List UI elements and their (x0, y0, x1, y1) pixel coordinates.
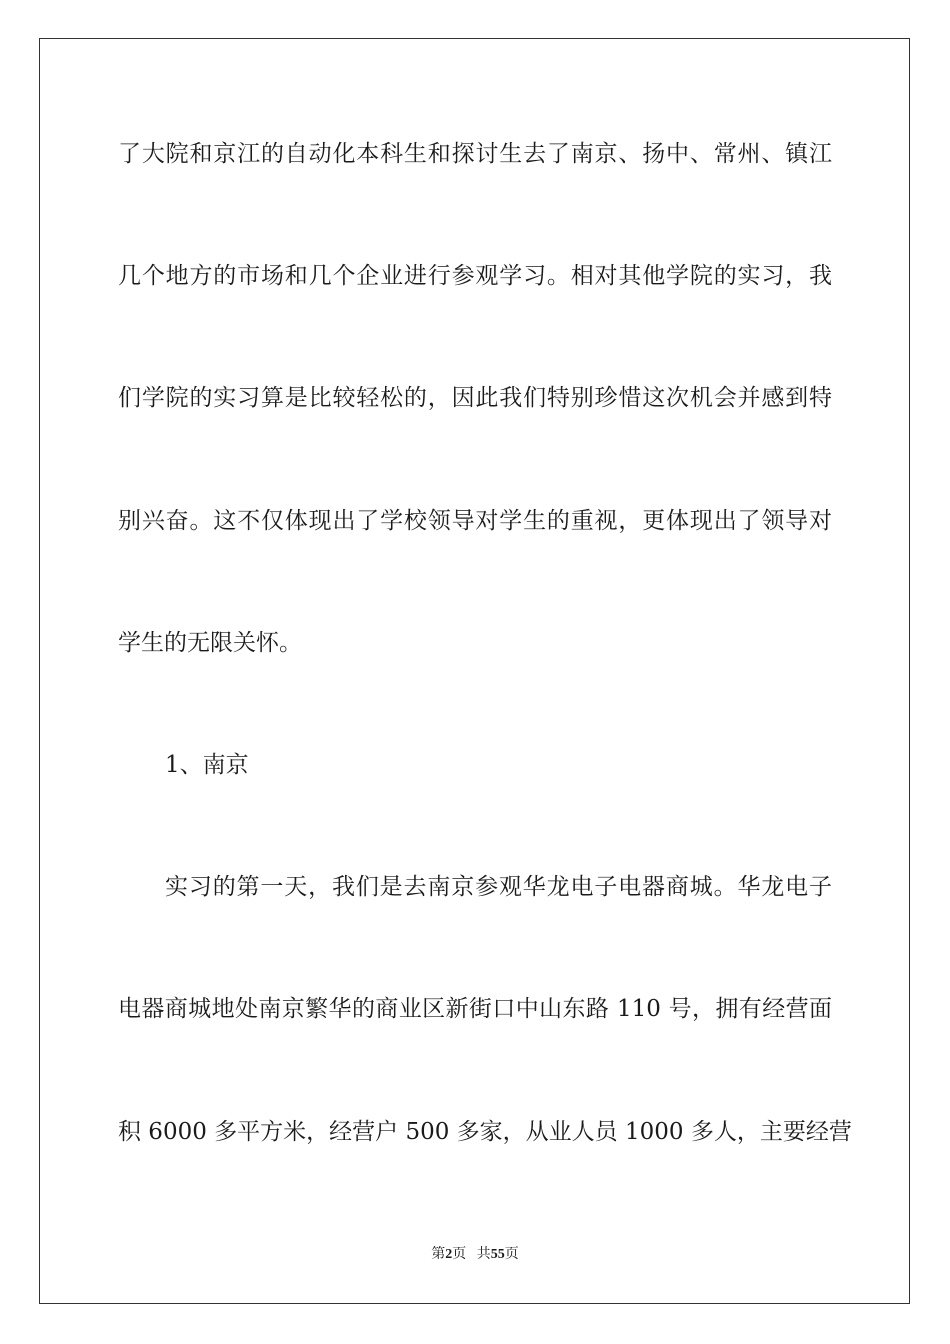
page-suffix: 页 (452, 1247, 467, 1262)
total-prefix: 共 (476, 1247, 491, 1262)
page-prefix: 第 (431, 1247, 446, 1262)
text-line: 实习的第一天，我们是去南京参观华龙电子电器商城。华龙电子 (165, 874, 832, 900)
text-line: 学生的无限关怀。 (118, 630, 302, 656)
text-line: 们学院的实习算是比较轻松的，因此我们特别珍惜这次机会并感到特 (118, 385, 832, 411)
text-line: 别兴奋。这不仅体现出了学校领导对学生的重视，更体现出了领导对 (118, 508, 832, 534)
total-pages: 55 (490, 1247, 505, 1262)
text-line: 积 6000 多平方米，经营户 500 多家，从业人员 1000 多人，主要经营 (118, 1119, 852, 1145)
page-border (39, 38, 910, 1304)
text-line: 几个地方的市场和几个企业进行参观学习。相对其他学院的实习，我 (118, 263, 832, 289)
page-footer (0, 1246, 950, 1264)
section-heading: 1、南京 (165, 752, 249, 778)
page-number: 2 (445, 1247, 453, 1262)
text-line: 电器商城地处南京繁华的商业区新街口中山东路 110 号，拥有经营面 (118, 996, 832, 1022)
total-suffix: 页 (504, 1247, 519, 1262)
text-line: 了大院和京江的自动化本科生和探讨生去了南京、扬中、常州、镇江 (118, 141, 832, 167)
